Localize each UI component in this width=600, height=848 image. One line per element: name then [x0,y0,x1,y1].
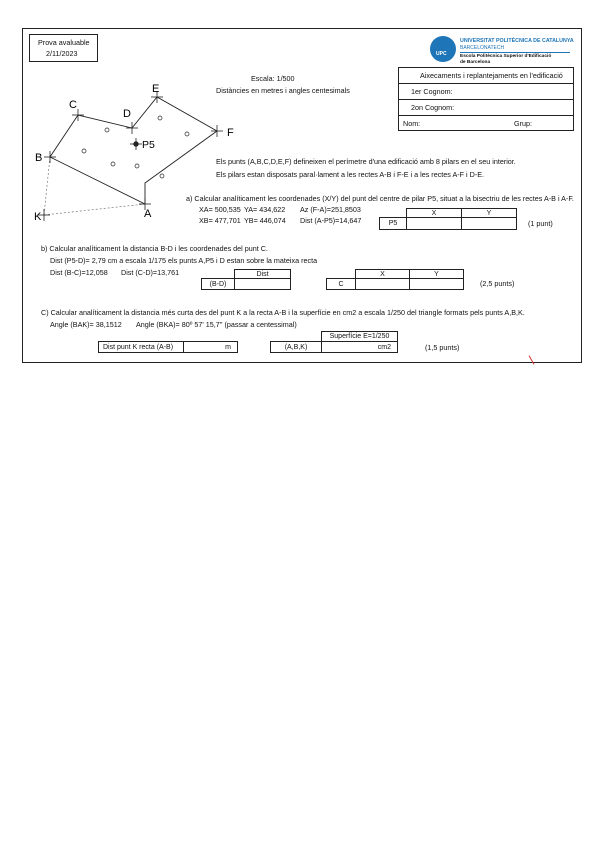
exam-date: 2/11/2023 [46,49,78,58]
pillar-label-p5: P5 [142,139,155,151]
part-c-statement: C) Calcular analíticament la distancia més curta des del punt K a la recta A-B i la superfície en cm2 a escala 1/250 del triangle formats pels punts A,B,K. [41,308,525,317]
intro-line-1: Els punts (A,B,C,D,E,F) defineixen el perímetre d'una edificació amb 8 pilars en el seu interior. [216,157,516,166]
point-label-c: C [69,99,77,111]
pillar [111,162,115,166]
angle-bka-value: Angle (BKA)= 80º 57' 15,7'' (passar a centessimal) [136,320,297,329]
c-table-header-y: Y [409,269,464,279]
p5-table-header-y: Y [461,208,517,218]
point-label-a: A [144,208,152,220]
surface-table-header: Superfície E=1/250 [321,331,398,342]
point-label-d: D [123,108,131,120]
intro-line-2: Els pilars estan disposats paral·lament a les rectes A-B i F-E i a les rectes A-F i D-E. [216,170,485,179]
az-value: Az (F-A)=251,8503 [300,205,361,214]
student-box-divider [398,83,574,84]
bd-table-header: Dist [234,269,291,279]
xa-value: XA= 500,535 [199,205,241,214]
student-box-divider [398,99,574,100]
c-table-header-x: X [355,269,410,279]
group-field[interactable]: Grup: [514,119,532,128]
construction-line-ka [44,204,145,215]
part-a-points: (1 punt) [528,219,553,228]
c-x-answer[interactable] [355,278,410,290]
part-a-statement: a) Calcular analíticament les coordenades (X/Y) del punt del centre de pilar P5, situat a la bisectriu de les rectes A-B i A-F. [186,194,574,203]
units-text: Distàncies en metres i angles centesimals [216,86,350,95]
university-subname: BARCELONATECH [460,45,505,51]
course-title: Aixecaments i replantejaments en l'edificació [420,71,563,80]
pillar [105,128,109,132]
angle-bak-value: Angle (BAK)= 38,1512 [50,320,122,329]
part-b-statement: b) Calcular analíticament la distancia B-D i les coordenades del punt C. [41,244,268,253]
pillar [135,164,139,168]
point-label-f: F [227,127,234,139]
surface-row-label: (A,B,K) [270,341,322,353]
construction-line-kb [44,157,50,215]
pillar-p5 [130,138,142,150]
pillar [158,116,162,120]
dist-a-p5-value: Dist (A-P5)=14,647 [300,216,362,225]
bd-table-row-label: (B-D) [201,278,235,290]
logo-divider [460,52,570,53]
name-field[interactable]: Nom: [403,119,421,128]
bd-answer[interactable] [234,278,291,290]
p5-table-row-label: P5 [379,217,407,230]
p5-table-header-x: X [406,208,462,218]
scale-text: Escala: 1/500 [251,74,295,83]
dist-k-answer[interactable]: m [183,341,238,353]
dist-b-c-value: Dist (B-C)=12,058 [50,268,108,277]
dist-k-label: Dist punt K recta (A-B) [98,341,184,353]
part-c-points: (1,5 punts) [425,343,460,352]
building-perimeter [50,97,217,204]
school-name: Escola Politècnica Superior d'Edificació [460,54,552,59]
point-label-k: K [34,211,42,223]
surface-answer[interactable]: cm2 [321,341,398,353]
student-box-divider [398,115,574,116]
pillar [82,149,86,153]
point-label-b: B [35,152,43,164]
school-city: de Barcelona [460,60,491,65]
university-name: UNIVERSITAT POLITÈCNICA DE CATALUNYA [460,38,574,44]
part-b-points: (2,5 punts) [480,279,515,288]
pillar [160,174,164,178]
c-y-answer[interactable] [409,278,464,290]
upc-logo [430,36,456,62]
p5-y-answer[interactable] [461,217,517,230]
xb-value: XB= 477,701 [199,216,241,225]
exam-type: Prova avaluable [38,38,90,47]
surname2-field[interactable]: 2on Cognom: [411,103,455,112]
point-label-e: E [152,83,160,95]
upc-logo-text: UPC [436,51,447,57]
pillar [185,132,189,136]
dist-p5-d-line: Dist (P5-D)= 2,79 cm a escala 1/175 els punts A,P5 i D estan sobre la mateixa recta [50,256,318,265]
dist-c-d-value: Dist (C-D)=13,761 [121,268,180,277]
yb-value: YB= 446,074 [244,216,286,225]
c-table-row-label: C [326,278,356,290]
surname1-field[interactable]: 1er Cognom: [411,87,453,96]
p5-x-answer[interactable] [406,217,462,230]
ya-value: YA= 434,622 [244,205,286,214]
